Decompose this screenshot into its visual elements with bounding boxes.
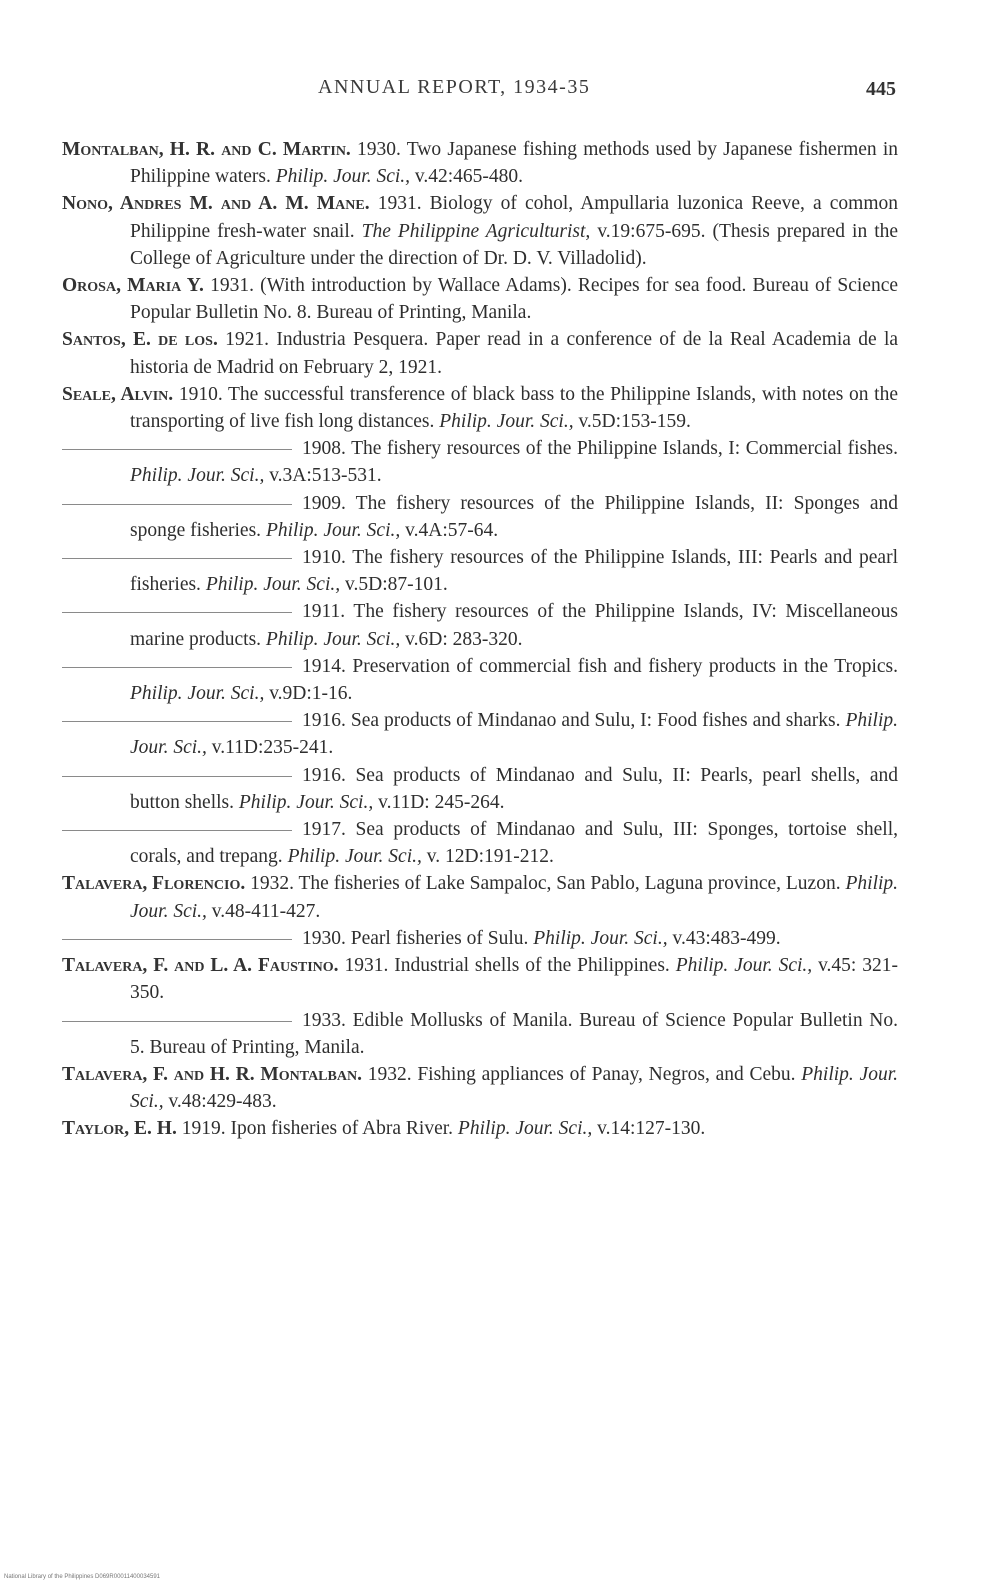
reference-volume: v.48-411-427. bbox=[211, 900, 321, 922]
reference-list bbox=[62, 136, 898, 1143]
reference-entry bbox=[62, 816, 898, 870]
reference-volume: v.48:429-483. bbox=[168, 1091, 277, 1113]
reference-volume: v.43:483-499. bbox=[672, 927, 781, 949]
reference-entry bbox=[62, 653, 898, 707]
page-number: 445 bbox=[866, 78, 896, 100]
reference-entry bbox=[62, 544, 898, 598]
reference-volume: v.45: 321-350. bbox=[130, 955, 898, 1004]
reference-year: 1930. bbox=[302, 927, 346, 949]
ditto-rule bbox=[62, 1021, 292, 1022]
reference-entry bbox=[62, 326, 898, 380]
reference-author: Nono, Andres M. and A. M. Mane. bbox=[62, 193, 370, 215]
reference-journal: Philip. Jour. Sci., bbox=[205, 574, 341, 596]
reference-entry bbox=[62, 598, 898, 652]
reference-author: Montalban, H. R. and C. Martin. bbox=[62, 139, 351, 160]
reference-entry bbox=[62, 1061, 898, 1115]
reference-journal: Philip. Jour. Sci., bbox=[130, 465, 265, 487]
reference-title: The fishery resources of the Philippine Islands, II: Sponges and sponge fisheries. bbox=[130, 492, 898, 541]
reference-author: Talavera, Florencio. bbox=[62, 873, 246, 895]
reference-journal: Philip. Jour. Sci., bbox=[287, 846, 422, 868]
reference-journal: Philip. Jour. Sci., bbox=[275, 166, 411, 188]
reference-journal: Philip. Jour. Sci., bbox=[130, 710, 898, 759]
ditto-rule bbox=[62, 449, 292, 450]
reference-journal: Philip. Jour. Sci., bbox=[265, 628, 401, 650]
reference-journal: Philip. Jour. Sci., bbox=[130, 1063, 899, 1113]
reference-volume: v.5D:87-101. bbox=[345, 574, 448, 596]
reference-title: The fishery resources of the Philippine Islands, IV: Miscellaneous marine products. bbox=[130, 601, 898, 650]
reference-entry bbox=[62, 762, 898, 816]
ditto-rule bbox=[62, 939, 292, 940]
reference-year: 1908. bbox=[302, 438, 346, 460]
reference-title: Preservation of commercial fish and fishery products in the Tropics. bbox=[352, 655, 898, 677]
reference-title: Industrial shells of the Philippines. bbox=[394, 955, 670, 977]
ditto-rule bbox=[62, 721, 292, 722]
ditto-rule bbox=[62, 776, 292, 777]
reference-journal: Philip. Jour. Sci., bbox=[265, 519, 401, 541]
reference-author: Talavera, F. and L. A. Faustino. bbox=[62, 955, 339, 977]
reference-entry bbox=[62, 952, 898, 1006]
reference-year: 1914. bbox=[302, 655, 346, 677]
reference-title: Biology of cohol, Ampullaria luzonica Reeve, a common Philippine fresh-water snail. bbox=[130, 193, 898, 242]
reference-year: 1910. bbox=[302, 547, 346, 569]
reference-year: 1916. bbox=[302, 710, 346, 732]
reference-journal: Philip. Jour. Sci., bbox=[533, 927, 668, 949]
reference-volume: v.6D: 283-320. bbox=[405, 628, 523, 650]
ditto-rule bbox=[62, 830, 292, 831]
reference-journal: Philip. Jour. Sci., bbox=[130, 683, 265, 705]
running-head: ANNUAL REPORT, 1934-35 bbox=[318, 76, 591, 98]
reference-volume: v.42:465-480. bbox=[414, 166, 524, 188]
reference-entry bbox=[62, 136, 898, 190]
reference-volume: v.4A:57-64. bbox=[405, 519, 499, 541]
reference-journal: Philip. Jour. Sci., bbox=[457, 1118, 593, 1140]
reference-title: Ipon fisheries of Abra River. bbox=[230, 1118, 454, 1140]
reference-entry bbox=[62, 381, 898, 435]
reference-journal: Philip. Jour. Sci., bbox=[439, 411, 574, 433]
reference-volume: v.11D: 245-264. bbox=[378, 791, 505, 813]
reference-volume: v.11D:235-241. bbox=[211, 737, 334, 759]
reference-year: 1930. bbox=[357, 139, 401, 160]
reference-year: 1916. bbox=[302, 764, 346, 786]
reference-author: Orosa, Maria Y. bbox=[62, 275, 204, 297]
reference-entry bbox=[62, 435, 898, 489]
reference-year: 1909. bbox=[302, 492, 346, 514]
reference-entry bbox=[62, 707, 898, 761]
reference-title: The fishery resources of the Philippine Islands, III: Pearls and pearl fisheries. bbox=[130, 547, 898, 596]
reference-volume: v.3A:513-531. bbox=[269, 465, 382, 487]
reference-year: 1921. bbox=[225, 329, 270, 351]
reference-title: (With introduction by Wallace Adams). Recipes for sea food. Bureau of Science Popular Bulletin No. 8. Bureau of Printing, Manila. bbox=[130, 275, 899, 324]
reference-journal: Philip. Jour. Sci., bbox=[238, 791, 374, 813]
reference-title: The successful transference of black bass to the Philippine Islands, with notes on the transporting of live fish long distances. bbox=[130, 383, 898, 433]
reference-title: Industria Pesquera. Paper read in a conference of de la Real Academia de la historia de Madrid on February 2, 1921. bbox=[130, 329, 899, 378]
reference-entry bbox=[62, 870, 898, 924]
reference-journal: The Philippine Agriculturist, bbox=[361, 220, 591, 242]
reference-title: Edible Mollusks of Manila. Bureau of Science Popular Bulletin No. 5. Bureau of Printing, Manila. bbox=[130, 1009, 898, 1058]
reference-journal: Philip. Jour. Sci., bbox=[130, 873, 899, 922]
ditto-rule bbox=[62, 558, 292, 559]
reference-volume: v. 12D:191-212. bbox=[426, 846, 554, 868]
reference-entry bbox=[62, 272, 898, 326]
reference-entry bbox=[62, 1007, 898, 1061]
reference-year: 1932. bbox=[367, 1063, 412, 1085]
reference-title: Fishing appliances of Panay, Negros, and Cebu. bbox=[417, 1063, 796, 1085]
reference-title: The fisheries of Lake Sampaloc, San Pablo, Laguna province, Luzon. bbox=[298, 873, 841, 895]
reference-author: Seale, Alvin. bbox=[62, 383, 174, 405]
ditto-rule bbox=[62, 612, 292, 613]
reference-title: Sea products of Mindanao and Sulu, II: Pearls, pearl shells, and button shells. bbox=[130, 764, 898, 813]
reference-volume: v.14:127-130. bbox=[597, 1118, 706, 1140]
reference-title: Two Japanese fishing methods used by Japanese fishermen in Philippine waters. bbox=[130, 139, 899, 188]
reference-year: 1931. bbox=[344, 955, 389, 977]
reference-volume: v.19:675-695. (Thesis prepared in the College of Agriculture under the direction of Dr. D. V. Villadolid). bbox=[130, 220, 899, 269]
reference-entry bbox=[62, 925, 898, 952]
reference-title: Pearl fisheries of Sulu. bbox=[350, 927, 529, 949]
reference-entry bbox=[62, 1115, 898, 1142]
reference-entry bbox=[62, 190, 898, 272]
reference-year: 1917. bbox=[302, 819, 346, 841]
reference-author: Santos, E. de los. bbox=[62, 329, 218, 351]
reference-year: 1933. bbox=[302, 1009, 346, 1031]
reference-year: 1931. bbox=[210, 275, 254, 297]
reference-year: 1919. bbox=[181, 1118, 226, 1140]
reference-author: Taylor, E. H. bbox=[62, 1118, 177, 1140]
footer-stamp: National Library of the Philippines D069R00011400034591 bbox=[4, 1574, 160, 1580]
reference-year: 1911. bbox=[302, 601, 346, 623]
reference-author: Talavera, F. and H. R. Montalban. bbox=[62, 1063, 362, 1085]
ditto-rule bbox=[62, 504, 292, 505]
reference-year: 1931. bbox=[377, 193, 422, 215]
reference-volume: v.5D:153-159. bbox=[578, 411, 691, 433]
reference-journal: Philip. Jour. Sci., bbox=[675, 955, 813, 977]
reference-title: The fishery resources of the Philippine Islands, I: Commercial fishes. bbox=[351, 438, 898, 460]
reference-volume: v.9D:1-16. bbox=[269, 683, 353, 705]
reference-title: Sea products of Mindanao and Sulu, III: Sponges, tortoise shell, corals, and trepang. bbox=[130, 819, 898, 868]
ditto-rule bbox=[62, 667, 292, 668]
reference-year: 1932. bbox=[250, 873, 294, 895]
reference-title: Sea products of Mindanao and Sulu, I: Food fishes and sharks. bbox=[350, 710, 841, 732]
reference-year: 1910. bbox=[178, 383, 223, 405]
reference-entry bbox=[62, 490, 898, 544]
